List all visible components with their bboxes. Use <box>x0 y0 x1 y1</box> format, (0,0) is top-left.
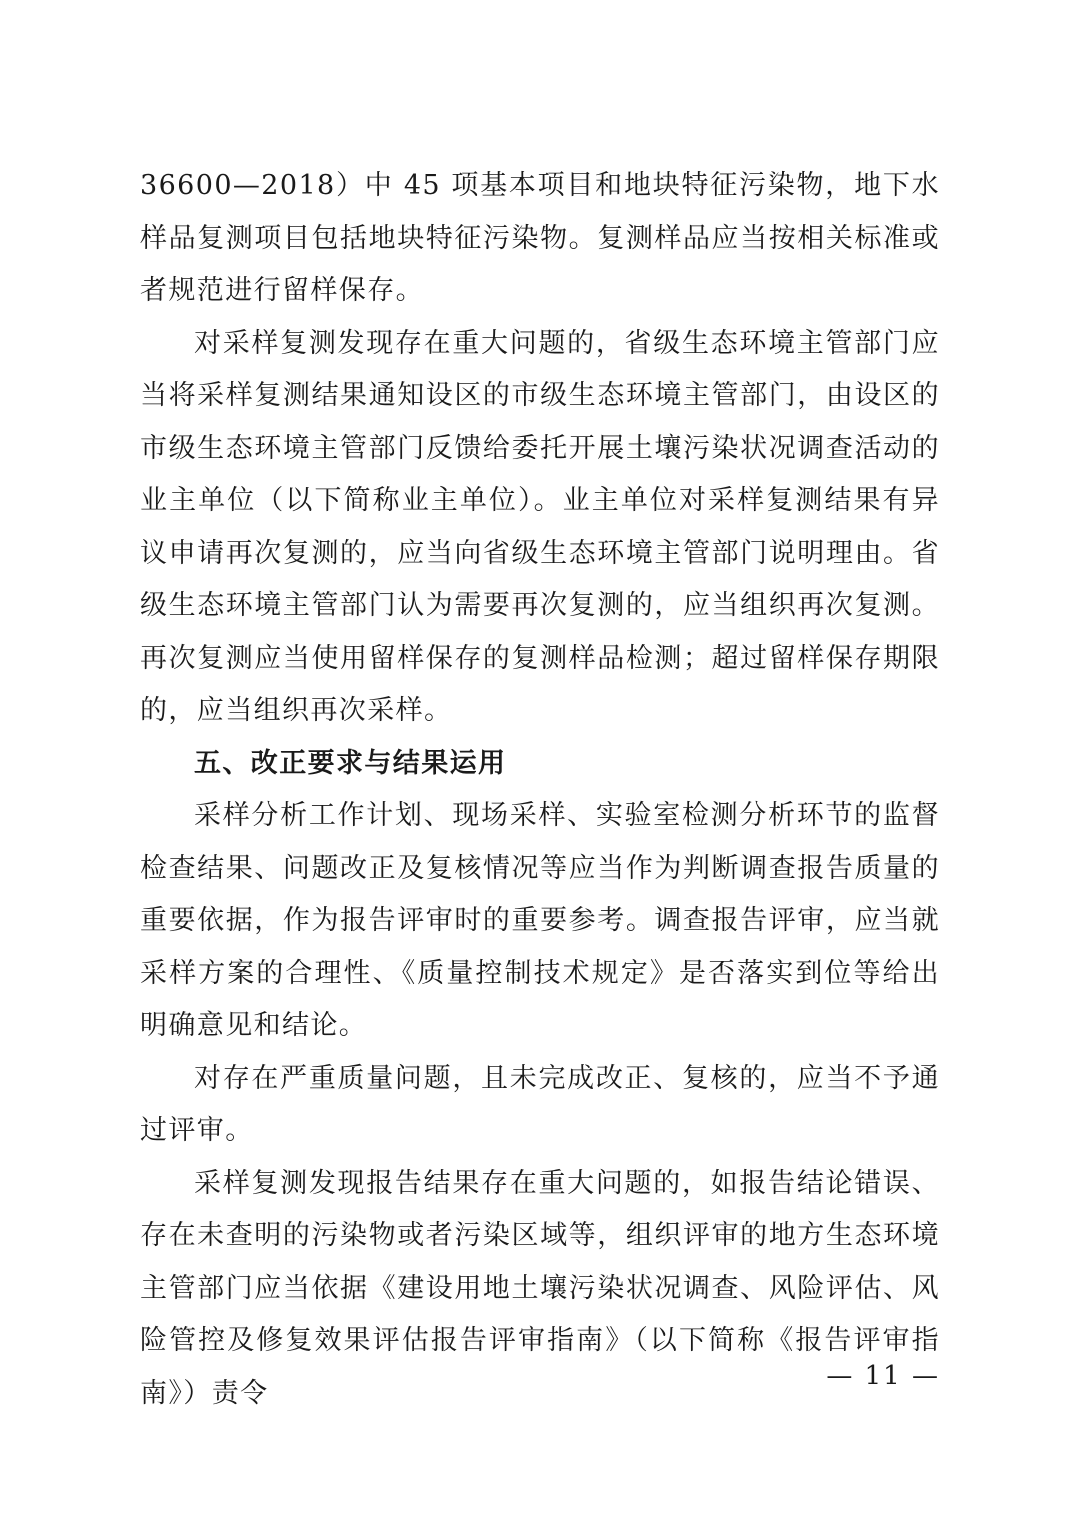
paragraph-resampling-issues: 对采样复测发现存在重大问题的，省级生态环境主管部门应当将采样复测结果通知设区的市级生态环境主管部门，由设区的市级生态环境主管部门反馈给委托开展土壤污染状况调查活动的业主单位（以下简称业主单位）。业主单位对采样复测结果有异议申请再次复测的，应当向省级生态环境主管部门说明理由。省级生态环境主管部门认为需要再次复测的，应当组织再次复测。再次复测应当使用留样保存的复测样品检测；超过留样保存期限的，应当组织再次采样。 <box>140 327 940 726</box>
page-number: — 11 — <box>826 1361 940 1391</box>
paragraph-inspection-results: 采样分析工作计划、现场采样、实验室检测分析环节的监督检查结果、问题改正及复核情况等应当作为判断调查报告质量的重要依据，作为报告评审时的重要参考。调查报告评审，应当就采样方案的合理性、《质量控制技术规定》是否落实到位等给出明确意见和结论。 <box>140 800 940 1041</box>
section-heading: 五、改正要求与结果运用 <box>194 747 507 779</box>
document-body <box>140 160 940 1420</box>
paragraph-major-problems: 采样复测发现报告结果存在重大问题的，如报告结论错误、存在未查明的污染物或者污染区域等，组织评审的地方生态环境主管部门应当依据《建设用地土壤污染状况调查、风险评估、风险管控及修复效果评估报告评审指南》（以下简称《报告评审指南》）责令 <box>140 1167 940 1409</box>
paragraph-review-rejection: 对存在严重质量问题，且未完成改正、复核的，应当不予通过评审。 <box>140 1062 940 1146</box>
continuation-paragraph: 36600—2018）中 45 项基本项目和地块特征污染物，地下水样品复测项目包括地块特征污染物。复测样品应当按相关标准或者规范进行留样保存。 <box>140 170 940 306</box>
